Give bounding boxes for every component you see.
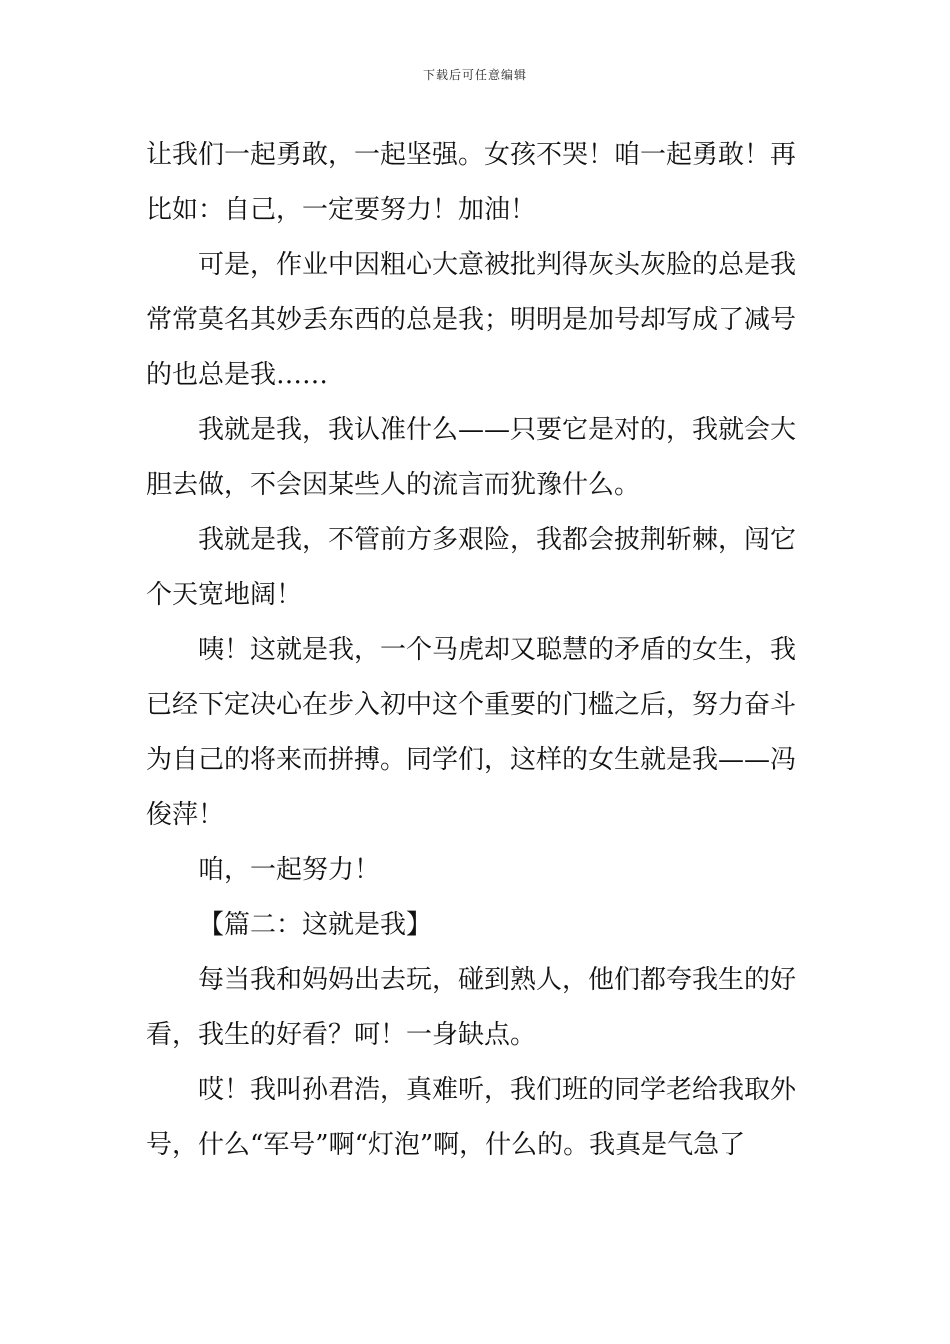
text-line: 为自己的将来而拼搏。同学们，这样的女生就是我——冯 <box>146 745 797 775</box>
text-line: 的也总是我…… <box>146 360 329 390</box>
paragraph-start-line: 我就是我，不管前方多艰险，我都会披荆斩棘，闯它 <box>198 525 797 555</box>
paragraph-start-line: 可是，作业中因粗心大意被批判得灰头灰脸的总是我 <box>198 250 797 280</box>
text-line: 号，什么“军号”啊“灯泡”啊，什么的。我真是气急了 <box>146 1130 746 1160</box>
document-body <box>146 128 808 1173</box>
text-line: 让我们一起勇敢，一起坚强。女孩不哭！咱一起勇敢！再 <box>146 140 797 170</box>
text-line: 已经下定决心在步入初中这个重要的门槛之后，努力奋斗 <box>146 690 797 720</box>
text-line: 比如：自己，一定要努力！加油！ <box>146 195 537 225</box>
section-heading: 【篇二：这就是我】 <box>198 910 433 940</box>
paragraph-start-line: 我就是我，我认准什么——只要它是对的，我就会大 <box>198 415 797 445</box>
text-line: 看，我生的好看？呵！一身缺点。 <box>146 1020 537 1050</box>
text-line: 常常莫名其妙丢东西的总是我；明明是加号却写成了减号 <box>146 305 797 335</box>
paragraph-start-line: 咱，一起努力！ <box>198 855 381 885</box>
paragraph-start-line: 每当我和妈妈出去玩，碰到熟人，他们都夸我生的好 <box>198 965 797 995</box>
page-header-note: 下载后可任意编辑 <box>422 68 527 82</box>
text-line: 个天宽地阔！ <box>146 580 303 610</box>
paragraph-start-line: 哎！我叫孙君浩，真难听，我们班的同学老给我取外 <box>198 1075 797 1105</box>
text-line: 俊萍！ <box>146 800 225 830</box>
paragraph-start-line: 咦！这就是我，一个马虎却又聪慧的矛盾的女生，我 <box>198 635 797 665</box>
text-line: 胆去做，不会因某些人的流言而犹豫什么。 <box>146 470 641 500</box>
